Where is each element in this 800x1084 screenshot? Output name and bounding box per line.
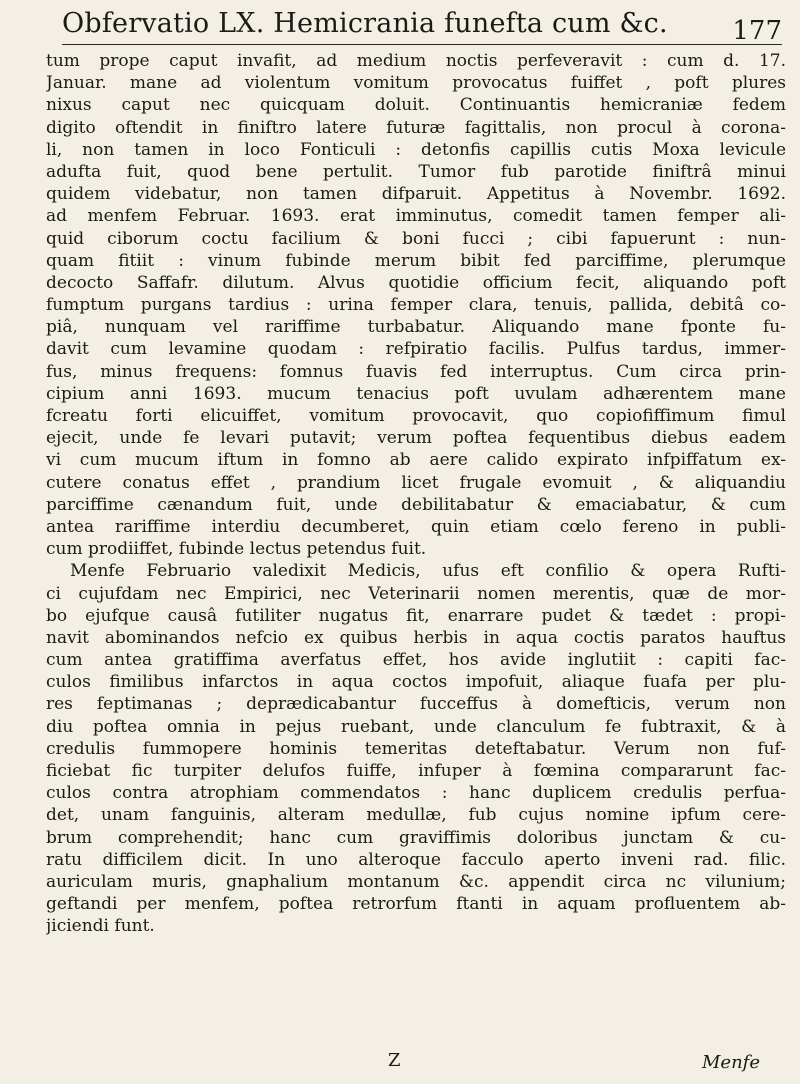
text-line: bo ejufque causâ futiliter nugatus fit, enarrare pudet & tædet : propi-	[46, 605, 786, 626]
text-line: Januar. mane ad violentum vomitum provocatus fuiffet , poft plures	[46, 73, 786, 94]
text-line: fcreatu forti elicuiffet, vomitum provocavit, quo copiofiffimum fimul	[46, 406, 786, 426]
text-line: cutere conatus effet , prandium licet frugale evomuit , & aliquandiu	[46, 472, 786, 493]
text-line: li, non tamen in loco Fonticuli : detonfis capillis cutis Moxa levicule	[46, 139, 786, 160]
text-line: digito oftendit in finiftro latere futuræ fagittalis, non procul à corona-	[46, 117, 786, 138]
text-line: quidem videbatur, non tamen difparuit. Appetitus à Novembr. 1692.	[46, 184, 786, 205]
page-footer	[0, 1050, 800, 1080]
text-line: adufta fuit, quod bene pertulit. Tumor fub parotide finiftrâ minui	[46, 161, 786, 182]
text-line: quid ciborum coctu facilium & boni fucci ; cibi fapuerunt : nun-	[46, 228, 786, 249]
text-line: culos fimilibus infarctos in aqua coctos impofuit, aliaque fuafa per plu-	[46, 672, 786, 693]
paragraph-1	[46, 50, 786, 560]
catchword: Menfe	[702, 1052, 760, 1073]
text-line: brum comprehendit; hanc cum graviffimis doloribus junctam & cu-	[46, 827, 786, 848]
page-header	[62, 6, 782, 46]
text-line: cipium anni 1693. mucum tenacius poft uvulam adhærentem mane	[46, 383, 786, 404]
text-line: cum antea gratiffima averfatus effet, hos avide inglutiit : capiti fac-	[46, 650, 786, 671]
text-line: res feptimanas ; deprædicabantur fucceffus à domefticis, verum non	[46, 694, 786, 715]
text-line: ci cujufdam nec Empirici, nec Veterinarii nomen merentis, quæ de mor-	[46, 583, 786, 604]
text-line: ejecit, unde fe levari putavit; verum poftea fequentibus diebus eadem	[46, 428, 786, 449]
text-line: jiciendi funt.	[46, 916, 155, 937]
text-line: fus, minus frequens: fomnus fuavis fed interruptus. Cum circa prin-	[46, 361, 786, 382]
body-text	[46, 50, 786, 938]
text-line: credulis fummopere hominis temeritas deteftabatur. Verum non fuf-	[46, 738, 786, 759]
text-line: Menfe Februario valedixit Medicis, ufus eft confilio & opera Rufti-	[70, 561, 786, 582]
text-line: quam fitiit : vinum fubinde merum bibit fed parciffime, plerumque	[46, 250, 786, 271]
text-line: antea rariffime interdiu decumberet, quin etiam cœlo fereno in publi-	[46, 516, 786, 537]
text-line: cum prodiiffet, fubinde lectus petendus fuit.	[46, 539, 427, 560]
text-line: davit cum levamine quodam : refpiratio facilis. Pulfus tardus, immer-	[46, 339, 786, 360]
running-head: Obfervatio LX. Hemicrania funefta cum &c.	[62, 8, 668, 39]
signature-mark: Z	[388, 1050, 401, 1071]
text-line: piâ, nunquam vel rariffime turbabatur. Aliquando mane fponte fu-	[46, 317, 786, 338]
text-line: nixus caput nec quicquam doluit. Continuantis hemicraniæ fedem	[46, 95, 786, 116]
text-line: ficiebat fic turpiter delufos fuiffe, infuper à fœmina compararunt fac-	[46, 761, 786, 781]
text-line: ad menfem Februar. 1693. erat imminutus, comedit tamen femper ali-	[46, 206, 786, 227]
text-line: vi cum mucum iftum in fomno ab aere calido expirato infpiffatum ex-	[46, 450, 786, 471]
text-line: det, unam fanguinis, alteram medullæ, fub cujus nomine ipfum cere-	[46, 805, 786, 826]
text-line: tum prope caput invafit, ad medium noctis perfeveravit : cum d. 17.	[46, 51, 786, 71]
text-line: geftandi per menfem, poftea retrorfum ftanti in aquam profluentem ab-	[46, 894, 786, 915]
text-line: culos contra atrophiam commendatos : hanc duplicem credulis perfua-	[46, 783, 786, 804]
text-line: fumptum purgans tardius : urina femper clara, tenuis, pallida, debitâ co-	[46, 295, 786, 316]
text-line: ratu difficilem dicit. In uno alteroque facculo aperto inveni rad. filic.	[46, 849, 786, 870]
paragraph-2	[46, 560, 786, 937]
header-rule	[62, 44, 782, 45]
text-line: decocto Saffafr. dilutum. Alvus quotidie officium fecit, aliquando poft	[46, 272, 786, 293]
page-number: 177	[732, 16, 782, 46]
text-line: navit abominandos nefcio ex quibus herbis in aqua coctis paratos hauftus	[46, 627, 786, 648]
text-line: auriculam muris, gnaphalium montanum &c. appendit circa nc vilunium;	[46, 871, 786, 892]
text-line: diu poftea omnia in pejus ruebant, unde clanculum fe fubtraxit, & à	[46, 716, 786, 737]
text-line: parciffime cænandum fuit, unde debilitabatur & emaciabatur, & cum	[46, 494, 786, 515]
